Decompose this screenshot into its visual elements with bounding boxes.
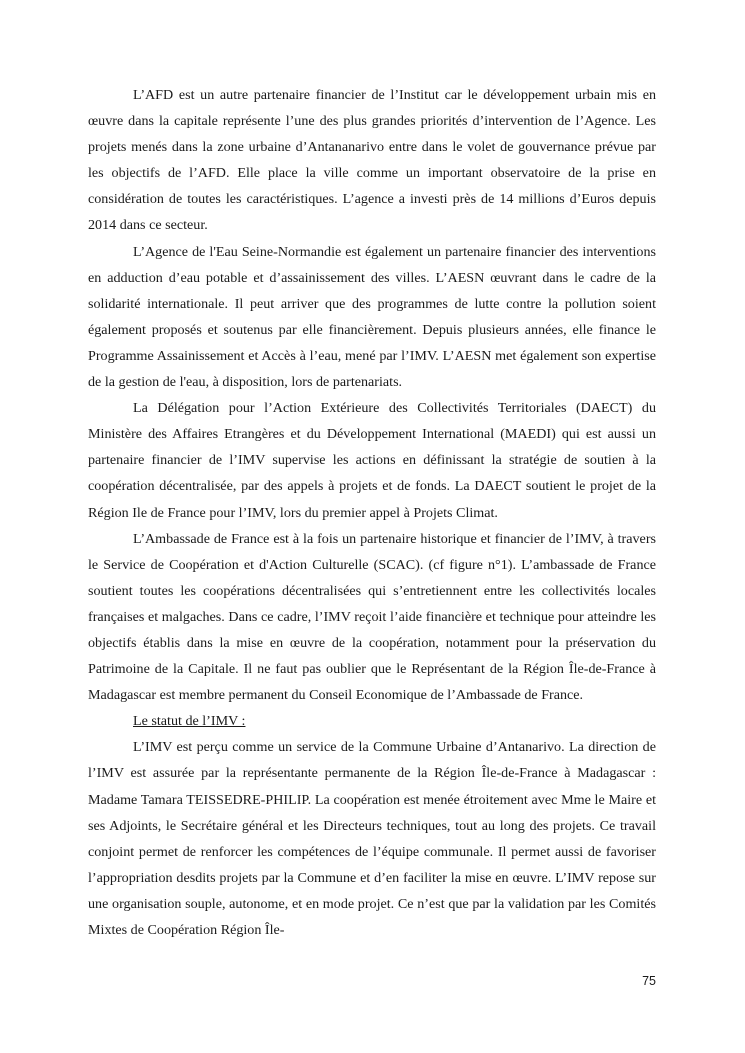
paragraph-ambassade: L’Ambassade de France est à la fois un partenaire historique et financier de l’IMV, à travers le Service de Coopération et d'Action Culturelle (SCAC). (cf figure n°1). L’ambassade de France soutient toutes les coopérations décentralisées qui s’entretiennent entre les collectivités locales françaises et malgaches. Dans ce cadre, l’IMV reçoit l’aide financière et technique pour atteindre les objectifs établis dans la mise en œuvre de la coopération, notamment pour la préservation du Patrimoine de la Capitale. Il ne faut pas oublier que le Représentant de la Région Île-de-France à Madagascar est membre permanent du Conseil Economique de l’Ambassade de France. [88,530,656,704]
section-heading-text: Le statut de l’IMV : [133,713,246,730]
body-text [88,82,656,943]
paragraph-afd: L’AFD est un autre partenaire financier de l’Institut car le développement urbain mis en œuvre dans la capitale représente l’une des plus grandes priorités d’intervention de l’Agence. Les projets menés dans la zone urbaine d’Antananarivo entre dans le volet de gouvernance prévue par les objectifs de l’AFD. Elle place la ville comme un important observatoire de la prise en considération de toutes les caractéristiques. L’agence a investi près de 14 millions d’Euros depuis 2014 dans ce secteur. [88,87,656,234]
page-number: 75 [642,974,656,988]
paragraph-statut: L’IMV est perçu comme un service de la Commune Urbaine d’Antanarivo. La direction de l’IMV est assurée par la représentante permanente de la Région Île-de-France à Madagascar : Madame Tamara TEISSEDRE-PHILIP. La coopération est menée étroitement avec Mme le Maire et ses Adjoints, le Secrétaire général et les Directeurs techniques, tout au long des projets. Ce travail conjoint permet de renforcer les compétences de l’équipe communale. Il permet aussi de favoriser l’appropriation desdits projets par la Commune et d’en faciliter la mise en œuvre. L’IMV repose sur une organisation souple, autonome, et en mode projet. Ce n’est que par la validation par les Comités Mixtes de Coopération Région Île- [88,739,656,938]
paragraph-daect: La Délégation pour l’Action Extérieure des Collectivités Territoriales (DAECT) du Ministère des Affaires Etrangères et du Développement International (MAEDI) qui est aussi un partenaire financier de l’IMV supervise les actions en définissant la stratégie de soutien à la coopération décentralisée, par des appels à projets et de fonds. La DAECT soutient le projet de la Région Ile de France pour l’IMV, lors du premier appel à Projets Climat. [88,400,656,521]
section-heading [88,708,656,734]
paragraph-aesn: L’Agence de l'Eau Seine-Normandie est également un partenaire financier des interventions en adduction d’eau potable et d’assainissement des villes. L’AESN œuvrant dans le cadre de la solidarité internationale. Il peut arriver que des programmes de lutte contre la pollution soient également proposés et soutenus par elle financièrement. Depuis plusieurs années, elle finance le Programme Assainissement et Accès à l’eau, mené par l’IMV. L’AESN met également son expertise de la gestion de l'eau, à disposition, lors de partenariats. [88,243,656,391]
